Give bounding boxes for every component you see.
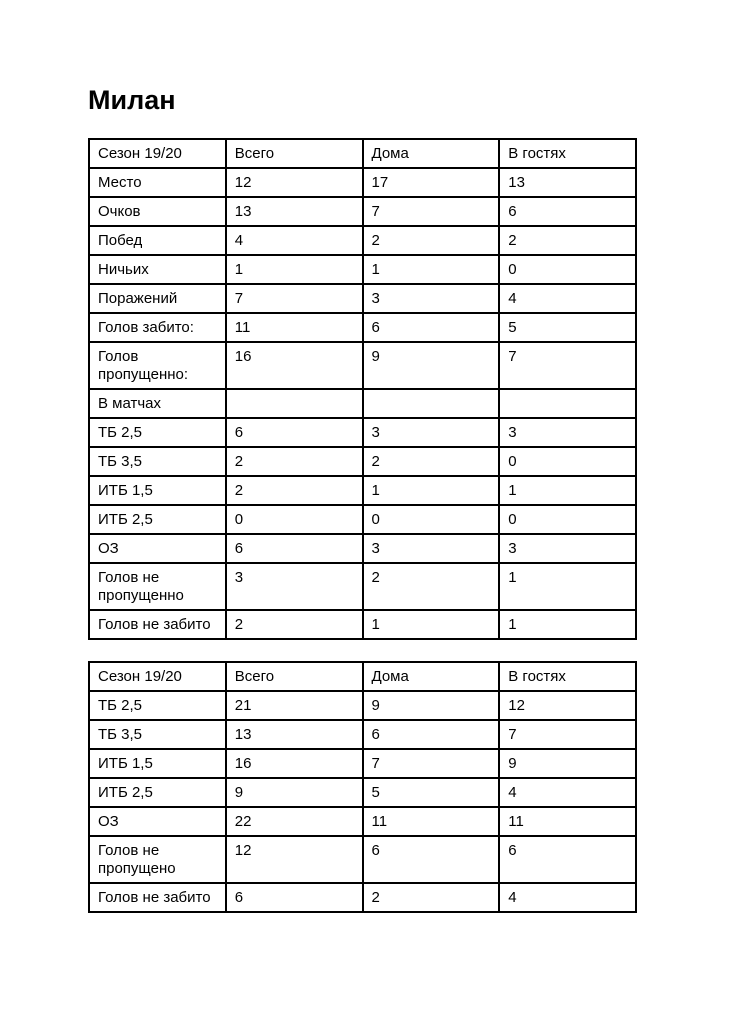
row-label: Место <box>89 168 226 197</box>
row-label: ТБ 3,5 <box>89 447 226 476</box>
value-cell: 7 <box>499 342 636 389</box>
table-row <box>89 447 636 476</box>
row-label: ИТБ 1,5 <box>89 749 226 778</box>
value-cell: 16 <box>226 342 363 389</box>
table-row <box>89 168 636 197</box>
value-cell: 2 <box>363 883 500 912</box>
row-label: Голов не пропущено <box>89 836 226 883</box>
value-cell <box>499 389 636 418</box>
column-header: Дома <box>363 662 500 691</box>
value-cell: 22 <box>226 807 363 836</box>
table-row <box>89 883 636 912</box>
table-row <box>89 226 636 255</box>
value-cell: 12 <box>226 168 363 197</box>
value-cell: 6 <box>499 836 636 883</box>
table-row <box>89 284 636 313</box>
row-label: ИТБ 2,5 <box>89 505 226 534</box>
table-row <box>89 610 636 639</box>
value-cell: 2 <box>226 447 363 476</box>
table-row <box>89 313 636 342</box>
table-row <box>89 342 636 389</box>
value-cell: 6 <box>499 197 636 226</box>
value-cell: 9 <box>499 749 636 778</box>
table-row <box>89 197 636 226</box>
value-cell: 3 <box>363 534 500 563</box>
row-label: ТБ 2,5 <box>89 418 226 447</box>
row-label: ОЗ <box>89 534 226 563</box>
value-cell: 0 <box>499 255 636 284</box>
column-header: Всего <box>226 662 363 691</box>
row-label: Очков <box>89 197 226 226</box>
table-row <box>89 749 636 778</box>
header-row <box>89 139 636 168</box>
row-label: ОЗ <box>89 807 226 836</box>
value-cell: 9 <box>363 342 500 389</box>
table-row <box>89 418 636 447</box>
value-cell: 2 <box>363 226 500 255</box>
table-row <box>89 505 636 534</box>
value-cell: 7 <box>363 749 500 778</box>
page-title: Милан <box>88 85 176 115</box>
row-label: Ничьих <box>89 255 226 284</box>
value-cell: 7 <box>226 284 363 313</box>
value-cell: 6 <box>363 720 500 749</box>
value-cell: 13 <box>226 720 363 749</box>
table-row <box>89 389 636 418</box>
value-cell: 4 <box>499 778 636 807</box>
row-label: ТБ 3,5 <box>89 720 226 749</box>
value-cell: 5 <box>363 778 500 807</box>
value-cell: 2 <box>363 447 500 476</box>
table-row <box>89 778 636 807</box>
row-label: ТБ 2,5 <box>89 691 226 720</box>
value-cell: 4 <box>226 226 363 255</box>
table-row <box>89 255 636 284</box>
value-cell: 1 <box>499 610 636 639</box>
value-cell: 0 <box>363 505 500 534</box>
row-label: Голов не пропущенно <box>89 563 226 610</box>
value-cell: 17 <box>363 168 500 197</box>
value-cell: 3 <box>363 418 500 447</box>
value-cell: 3 <box>363 284 500 313</box>
value-cell: 7 <box>363 197 500 226</box>
row-label: В матчах <box>89 389 226 418</box>
value-cell: 0 <box>499 505 636 534</box>
value-cell: 1 <box>363 476 500 505</box>
value-cell: 13 <box>226 197 363 226</box>
value-cell: 21 <box>226 691 363 720</box>
value-cell: 9 <box>226 778 363 807</box>
row-label: ИТБ 1,5 <box>89 476 226 505</box>
row-label: Голов не забито <box>89 883 226 912</box>
column-header: В гостях <box>499 662 636 691</box>
value-cell: 6 <box>363 836 500 883</box>
value-cell: 3 <box>499 418 636 447</box>
table-row <box>89 476 636 505</box>
value-cell: 1 <box>499 476 636 505</box>
table-row <box>89 563 636 610</box>
value-cell: 4 <box>499 883 636 912</box>
value-cell: 2 <box>226 610 363 639</box>
value-cell: 2 <box>363 563 500 610</box>
row-label: Голов не забито <box>89 610 226 639</box>
value-cell: 2 <box>226 476 363 505</box>
value-cell: 7 <box>499 720 636 749</box>
row-label: Голов пропущенно: <box>89 342 226 389</box>
value-cell: 1 <box>363 610 500 639</box>
value-cell: 11 <box>363 807 500 836</box>
value-cell <box>226 389 363 418</box>
value-cell: 1 <box>226 255 363 284</box>
value-cell: 6 <box>226 534 363 563</box>
value-cell: 5 <box>499 313 636 342</box>
value-cell: 0 <box>226 505 363 534</box>
column-header: В гостях <box>499 139 636 168</box>
table-row <box>89 534 636 563</box>
value-cell: 11 <box>226 313 363 342</box>
table-row <box>89 720 636 749</box>
value-cell: 6 <box>226 883 363 912</box>
row-label: Побед <box>89 226 226 255</box>
table-row <box>89 836 636 883</box>
column-header: Всего <box>226 139 363 168</box>
column-header: Сезон 19/20 <box>89 139 226 168</box>
header-row <box>89 662 636 691</box>
value-cell: 13 <box>499 168 636 197</box>
season-overall-stats-table <box>88 138 637 640</box>
value-cell: 6 <box>363 313 500 342</box>
value-cell: 4 <box>499 284 636 313</box>
value-cell <box>363 389 500 418</box>
value-cell: 12 <box>226 836 363 883</box>
value-cell: 12 <box>499 691 636 720</box>
value-cell: 3 <box>226 563 363 610</box>
row-label: Голов забито: <box>89 313 226 342</box>
value-cell: 6 <box>226 418 363 447</box>
value-cell: 11 <box>499 807 636 836</box>
season-totals-stats-table <box>88 661 637 913</box>
row-label: Поражений <box>89 284 226 313</box>
value-cell: 1 <box>363 255 500 284</box>
value-cell: 0 <box>499 447 636 476</box>
table-row <box>89 807 636 836</box>
row-label: ИТБ 2,5 <box>89 778 226 807</box>
column-header: Сезон 19/20 <box>89 662 226 691</box>
value-cell: 16 <box>226 749 363 778</box>
column-header: Дома <box>363 139 500 168</box>
value-cell: 9 <box>363 691 500 720</box>
table-row <box>89 691 636 720</box>
value-cell: 2 <box>499 226 636 255</box>
value-cell: 1 <box>499 563 636 610</box>
value-cell: 3 <box>499 534 636 563</box>
